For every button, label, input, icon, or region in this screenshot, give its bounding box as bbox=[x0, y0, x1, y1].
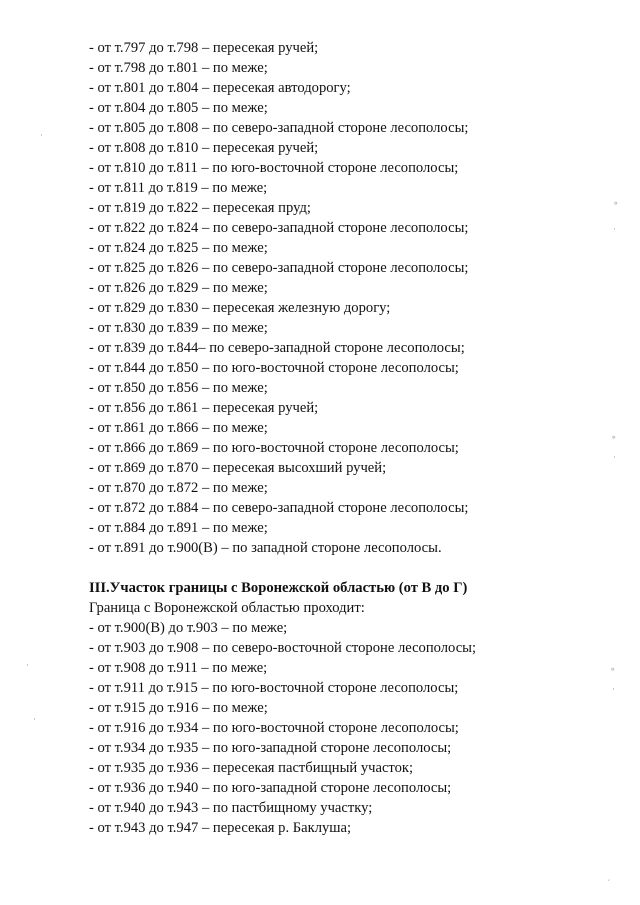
list-item: - от т.810 до т.811 – по юго-восточной стороне лесополосы; bbox=[89, 160, 459, 176]
scan-speck: · bbox=[33, 715, 36, 725]
scan-speck: · bbox=[612, 685, 615, 695]
scan-speck: ′ bbox=[608, 879, 611, 889]
list-item: - от т.943 до т.947 – пересекая р. Баклуша; bbox=[89, 820, 352, 836]
list-item: - от т.798 до т.801 – по меже; bbox=[89, 60, 268, 76]
list-item: - от т.839 до т.844– по северо-западной стороне лесополосы; bbox=[89, 340, 465, 356]
scan-speck: ∘ bbox=[613, 199, 619, 209]
list-item: - от т.830 до т.839 – по меже; bbox=[89, 320, 268, 336]
section-intro: Граница с Воронежской областью проходит: bbox=[89, 600, 365, 616]
list-item: - от т.811 до т.819 – по меже; bbox=[89, 180, 268, 196]
list-item: - от т.936 до т.940 – по юго-западной стороне лесополосы; bbox=[89, 780, 452, 796]
scan-speck: ∘ bbox=[611, 433, 617, 443]
list-item: - от т.805 до т.808 – по северо-западной стороне лесополосы; bbox=[89, 120, 469, 136]
list-item: - от т.908 до т.911 – по меже; bbox=[89, 660, 268, 676]
list-item: - от т.866 до т.869 – по юго-восточной стороне лесополосы; bbox=[89, 440, 459, 456]
list-item: - от т.824 до т.825 – по меже; bbox=[89, 240, 268, 256]
list-item: - от т.870 до т.872 – по меже; bbox=[89, 480, 268, 496]
list-item: - от т.891 до т.900(В) – по западной стороне лесополосы. bbox=[89, 540, 442, 556]
list-item: - от т.915 до т.916 – по меже; bbox=[89, 700, 268, 716]
list-item: - от т.911 до т.915 – по юго-восточной стороне лесополосы; bbox=[89, 680, 459, 696]
scan-speck: · bbox=[613, 225, 616, 235]
list-item: - от т.861 до т.866 – по меже; bbox=[89, 420, 268, 436]
section-voronezh-border bbox=[89, 578, 609, 838]
list-item: - от т.804 до т.805 – по меже; bbox=[89, 100, 268, 116]
list-item: - от т.850 до т.856 – по меже; bbox=[89, 380, 268, 396]
list-item: - от т.916 до т.934 – по юго-восточной стороне лесополосы; bbox=[89, 720, 459, 736]
list-item: - от т.808 до т.810 – пересекая ручей; bbox=[89, 140, 319, 156]
list-item: - от т.819 до т.822 – пересекая пруд; bbox=[89, 200, 311, 216]
list-item: - от т.822 до т.824 – по северо-западной стороне лесополосы; bbox=[89, 220, 469, 236]
list-item: - от т.829 до т.830 – пересекая железную дорогу; bbox=[89, 300, 391, 316]
scan-speck: ∘ bbox=[610, 665, 616, 675]
list-item: - от т.825 до т.826 – по северо-западной стороне лесополосы; bbox=[89, 260, 469, 276]
list-item: - от т.884 до т.891 – по меже; bbox=[89, 520, 268, 536]
list-item: - от т.869 до т.870 – пересекая высохший ручей; bbox=[89, 460, 387, 476]
list-item: - от т.935 до т.936 – пересекая пастбищный участок; bbox=[89, 760, 414, 776]
list-item: - от т.856 до т.861 – пересекая ручей; bbox=[89, 400, 319, 416]
list-item: - от т.826 до т.829 – по меже; bbox=[89, 280, 268, 296]
scan-speck: · bbox=[26, 661, 29, 671]
list-item: - от т.797 до т.798 – пересекая ручей; bbox=[89, 40, 319, 56]
scan-speck: · bbox=[613, 453, 616, 463]
list-item: - от т.940 до т.943 – по пастбищному участку; bbox=[89, 800, 373, 816]
list-item: - от т.900(В) до т.903 – по меже; bbox=[89, 620, 288, 636]
list-item: - от т.872 до т.884 – по северо-западной стороне лесополосы; bbox=[89, 500, 469, 516]
list-item: - от т.844 до т.850 – по юго-восточной стороне лесополосы; bbox=[89, 360, 459, 376]
list-item: - от т.801 до т.804 – пересекая автодорогу; bbox=[89, 80, 351, 96]
list-item: - от т.934 до т.935 – по юго-западной стороне лесополосы; bbox=[89, 740, 452, 756]
boundary-list-part1 bbox=[89, 38, 609, 558]
section-heading: III.Участок границы с Воронежской областью (от В до Г) bbox=[89, 580, 468, 596]
list-item: - от т.903 до т.908 – по северо-восточной стороне лесополосы; bbox=[89, 640, 477, 656]
scan-speck: · bbox=[40, 131, 43, 141]
